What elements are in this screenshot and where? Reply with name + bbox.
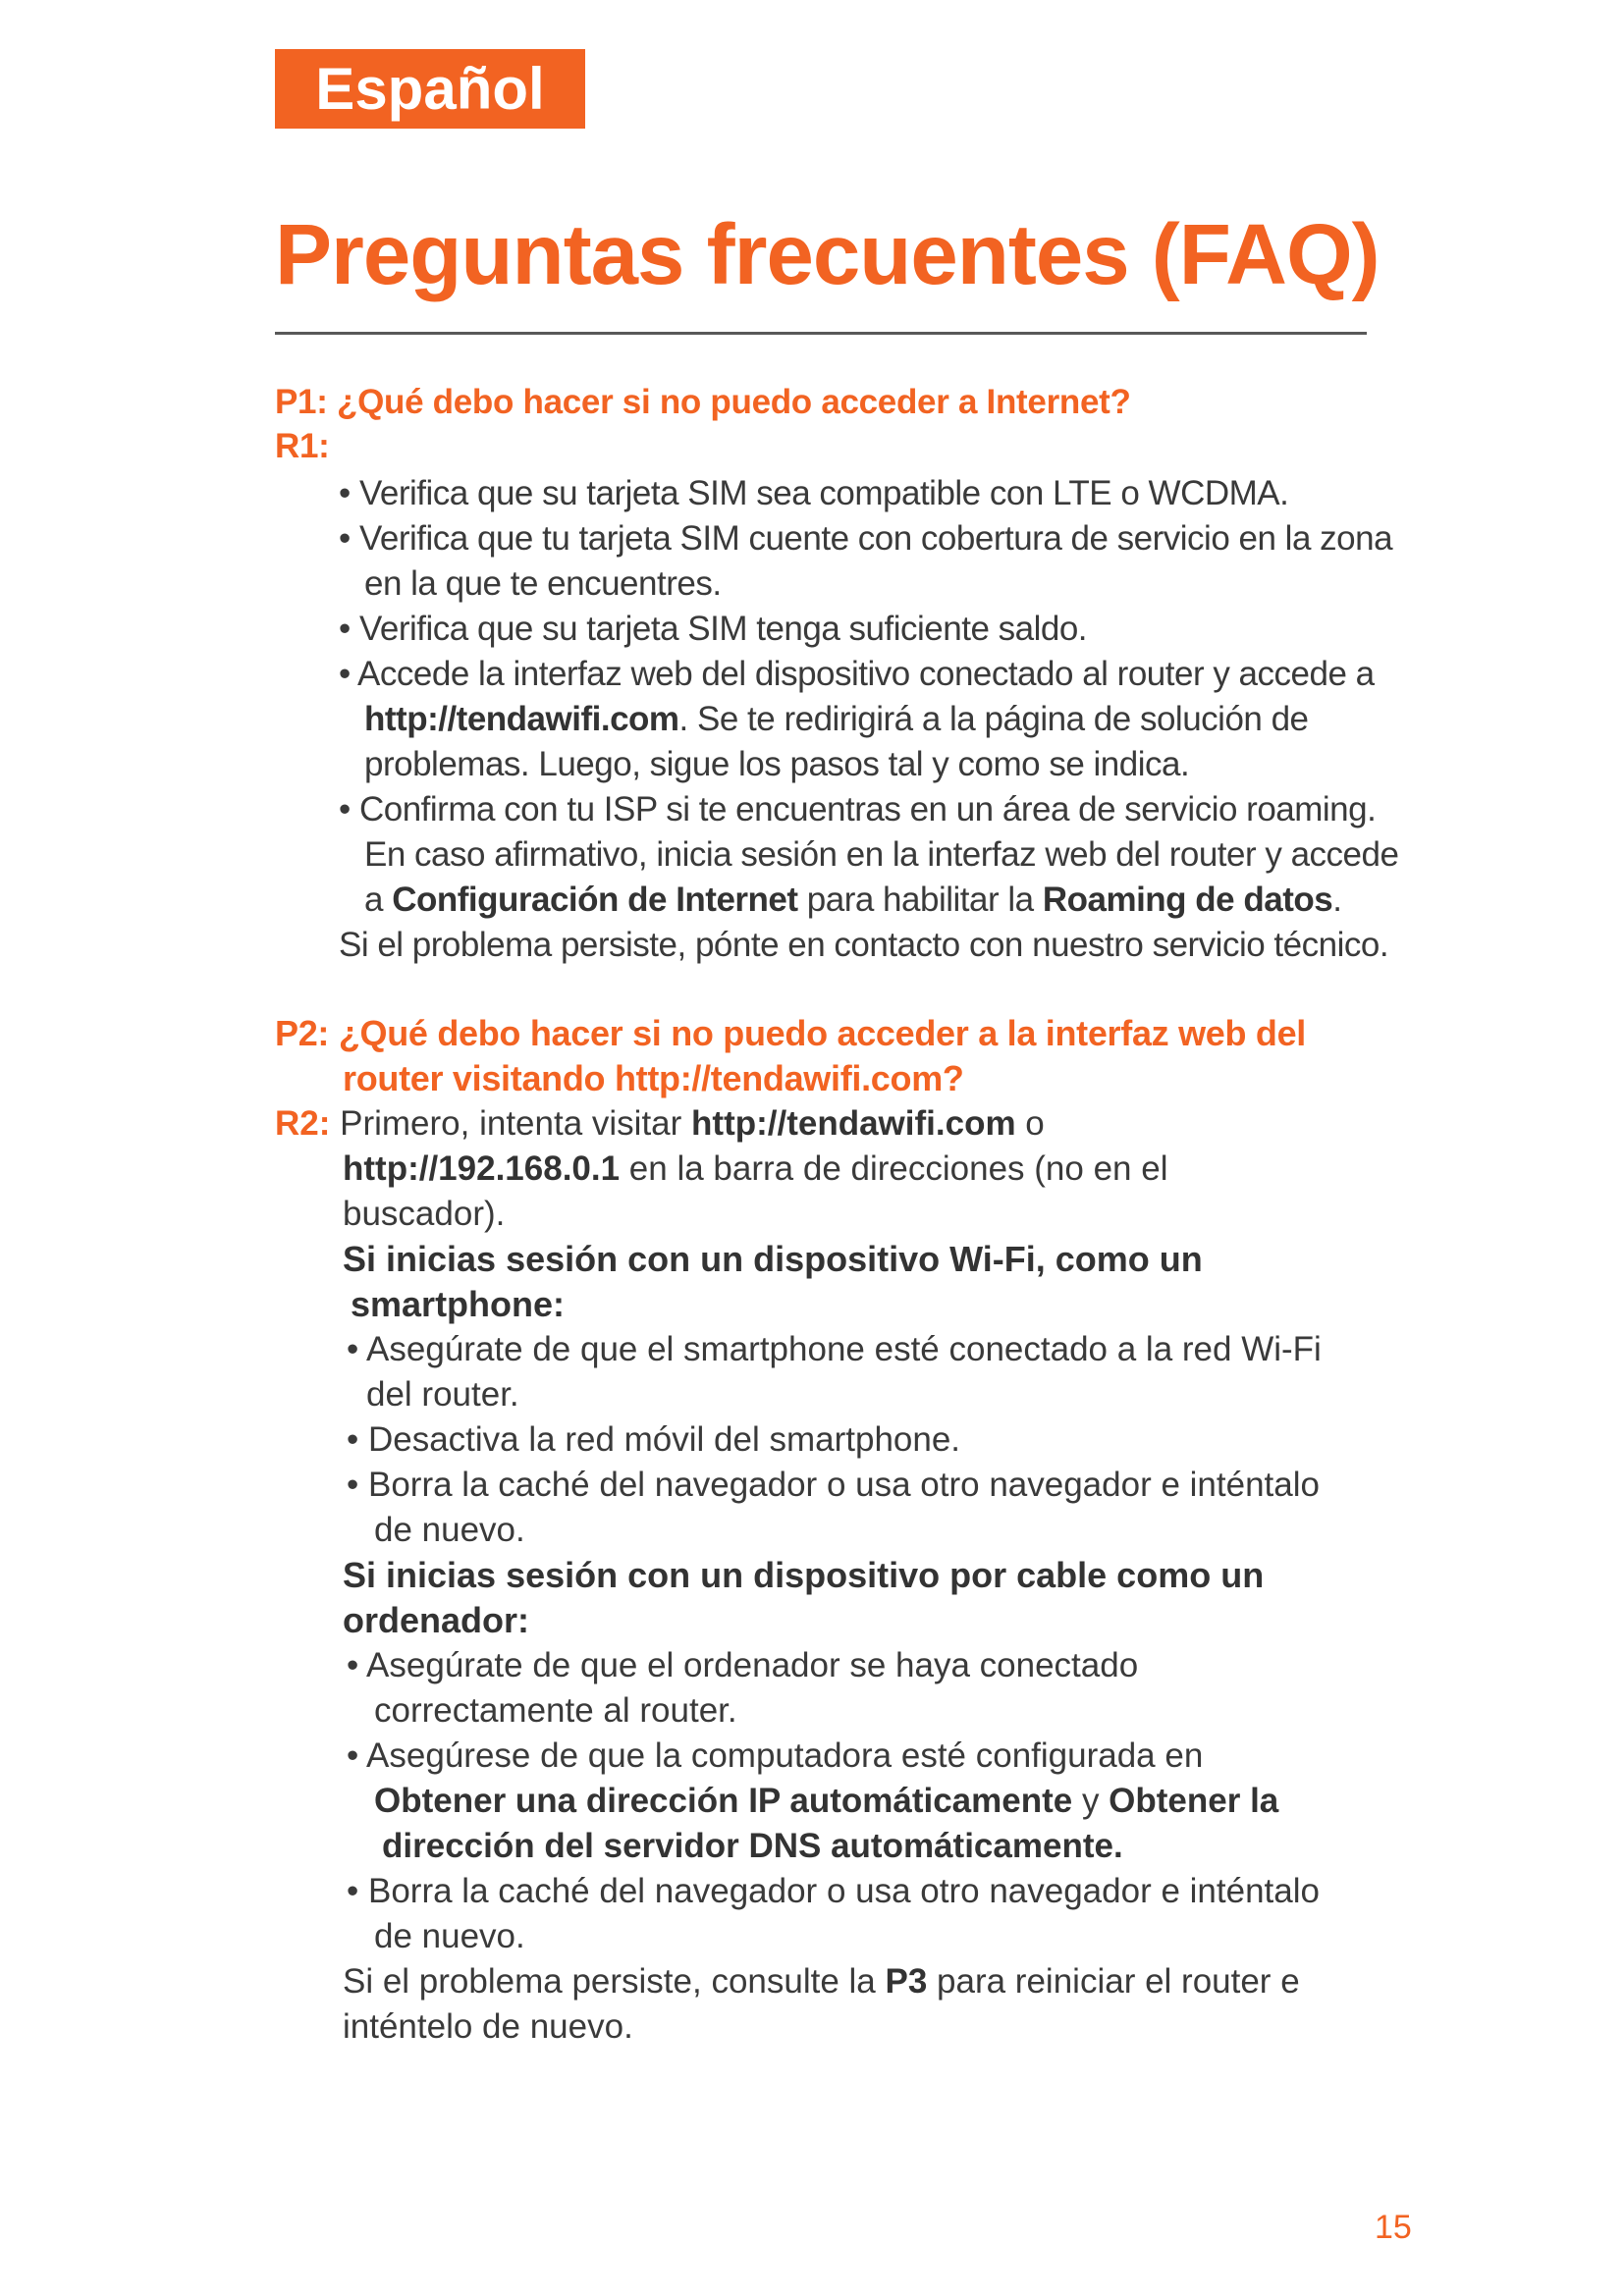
obtain-dns-auto-ref: Obtener la — [1109, 1782, 1279, 1820]
tendawifi-link[interactable]: http://tendawifi.com — [364, 700, 679, 738]
cable-bullet-2-cont2: dirección del servidor DNS automáticamente. — [382, 1827, 1123, 1865]
cable-subheading-2: ordenador: — [343, 1600, 530, 1640]
q1-bullet-3: • Verifica que su tarjeta SIM tenga suficiente saldo. — [339, 610, 1088, 648]
cable-subheading-1: Si inicias sesión con un dispositivo por cable como un — [343, 1555, 1265, 1595]
p3-ref: P3 — [885, 1962, 928, 2001]
q1-question: P1: ¿Qué debo hacer si no puedo acceder a Internet? — [275, 383, 1131, 421]
title-divider — [275, 332, 1367, 335]
q2-answer-line-3: buscador). — [343, 1195, 506, 1233]
q1-bullet-2: • Verifica que tu tarjeta SIM cuente con cobertura de servicio en la zona — [339, 519, 1393, 558]
wifi-bullet-3-cont: de nuevo. — [374, 1511, 525, 1549]
cable-bullet-3-cont: de nuevo. — [374, 1917, 525, 1955]
q1-bullet-4-cont2: problemas. Luego, sigue los pasos tal y como se indica. — [364, 745, 1190, 783]
wifi-bullet-1: • Asegúrate de que el smartphone esté conectado a la red Wi-Fi — [347, 1330, 1322, 1368]
q1-answer-label: R1: — [275, 427, 330, 465]
internet-settings-ref: Configuración de Internet — [392, 881, 798, 919]
q1-bullet-4: • Accede la interfaz web del dispositivo conectado al router y accede a — [339, 655, 1375, 693]
q2-question-line-2: router visitando http://tendawifi.com? — [343, 1058, 964, 1098]
q1-bullet-5-cont: En caso afirmativo, inicia sesión en la interfaz web del router y accede — [364, 835, 1399, 874]
wifi-subheading-2: smartphone: — [351, 1284, 566, 1324]
q1-bullet-1: • Verifica que su tarjeta SIM sea compatible con LTE o WCDMA. — [339, 474, 1289, 512]
data-roaming-ref: Roaming de datos — [1042, 881, 1333, 919]
wifi-bullet-3: • Borra la caché del navegador o usa otro navegador e inténtalo — [347, 1466, 1320, 1504]
page-number: 15 — [1375, 2209, 1412, 2246]
cable-bullet-1: • Asegúrate de que el ordenador se haya conectado — [347, 1646, 1139, 1684]
q2-question-line-1: P2: ¿Qué debo hacer si no puedo acceder a la interfaz web del — [275, 1013, 1306, 1053]
q2-closing-2: inténtelo de nuevo. — [343, 2007, 633, 2046]
q2-closing-1: Si el problema persiste, consulte la P3 para reiniciar el router e — [343, 1962, 1300, 2001]
q1-bullet-4-cont: http://tendawifi.com. Se te redirigirá a la página de solución de — [364, 700, 1309, 738]
page-title: Preguntas frecuentes (FAQ) — [275, 207, 1380, 302]
q1-bullet-5-cont2: a Configuración de Internet para habilitar la Roaming de datos. — [364, 881, 1342, 919]
q2-answer-label: R2: — [275, 1104, 331, 1143]
q2-answer-line-2: http://192.168.0.1 en la barra de direcciones (no en el — [343, 1149, 1168, 1188]
cable-bullet-3: • Borra la caché del navegador o usa otro navegador e inténtalo — [347, 1872, 1320, 1910]
cable-bullet-1-cont: correctamente al router. — [374, 1691, 737, 1730]
q1-bullet-2-cont: en la que te encuentres. — [364, 564, 722, 603]
tendawifi-link[interactable]: http://tendawifi.com — [691, 1104, 1016, 1143]
q1-bullet-5: • Confirma con tu ISP si te encuentras en un área de servicio roaming. — [339, 790, 1377, 828]
obtain-ip-auto-ref: Obtener una dirección IP automáticamente — [374, 1782, 1073, 1820]
cable-bullet-2-cont: Obtener una dirección IP automáticamente y Obtener la — [374, 1782, 1279, 1820]
wifi-subheading-1: Si inicias sesión con un dispositivo Wi-Fi, como un — [343, 1239, 1203, 1279]
wifi-bullet-1-cont: del router. — [366, 1375, 519, 1414]
q1-closing: Si el problema persiste, pónte en contacto con nuestro servicio técnico. — [339, 926, 1389, 964]
cable-bullet-2: • Asegúrese de que la computadora esté configurada en — [347, 1736, 1204, 1775]
language-badge: Español — [275, 49, 585, 129]
q2-answer-line-1: R2: Primero, intenta visitar http://tendawifi.com o — [275, 1104, 1045, 1143]
ip-link[interactable]: http://192.168.0.1 — [343, 1149, 621, 1188]
wifi-bullet-2: • Desactiva la red móvil del smartphone. — [347, 1420, 961, 1459]
